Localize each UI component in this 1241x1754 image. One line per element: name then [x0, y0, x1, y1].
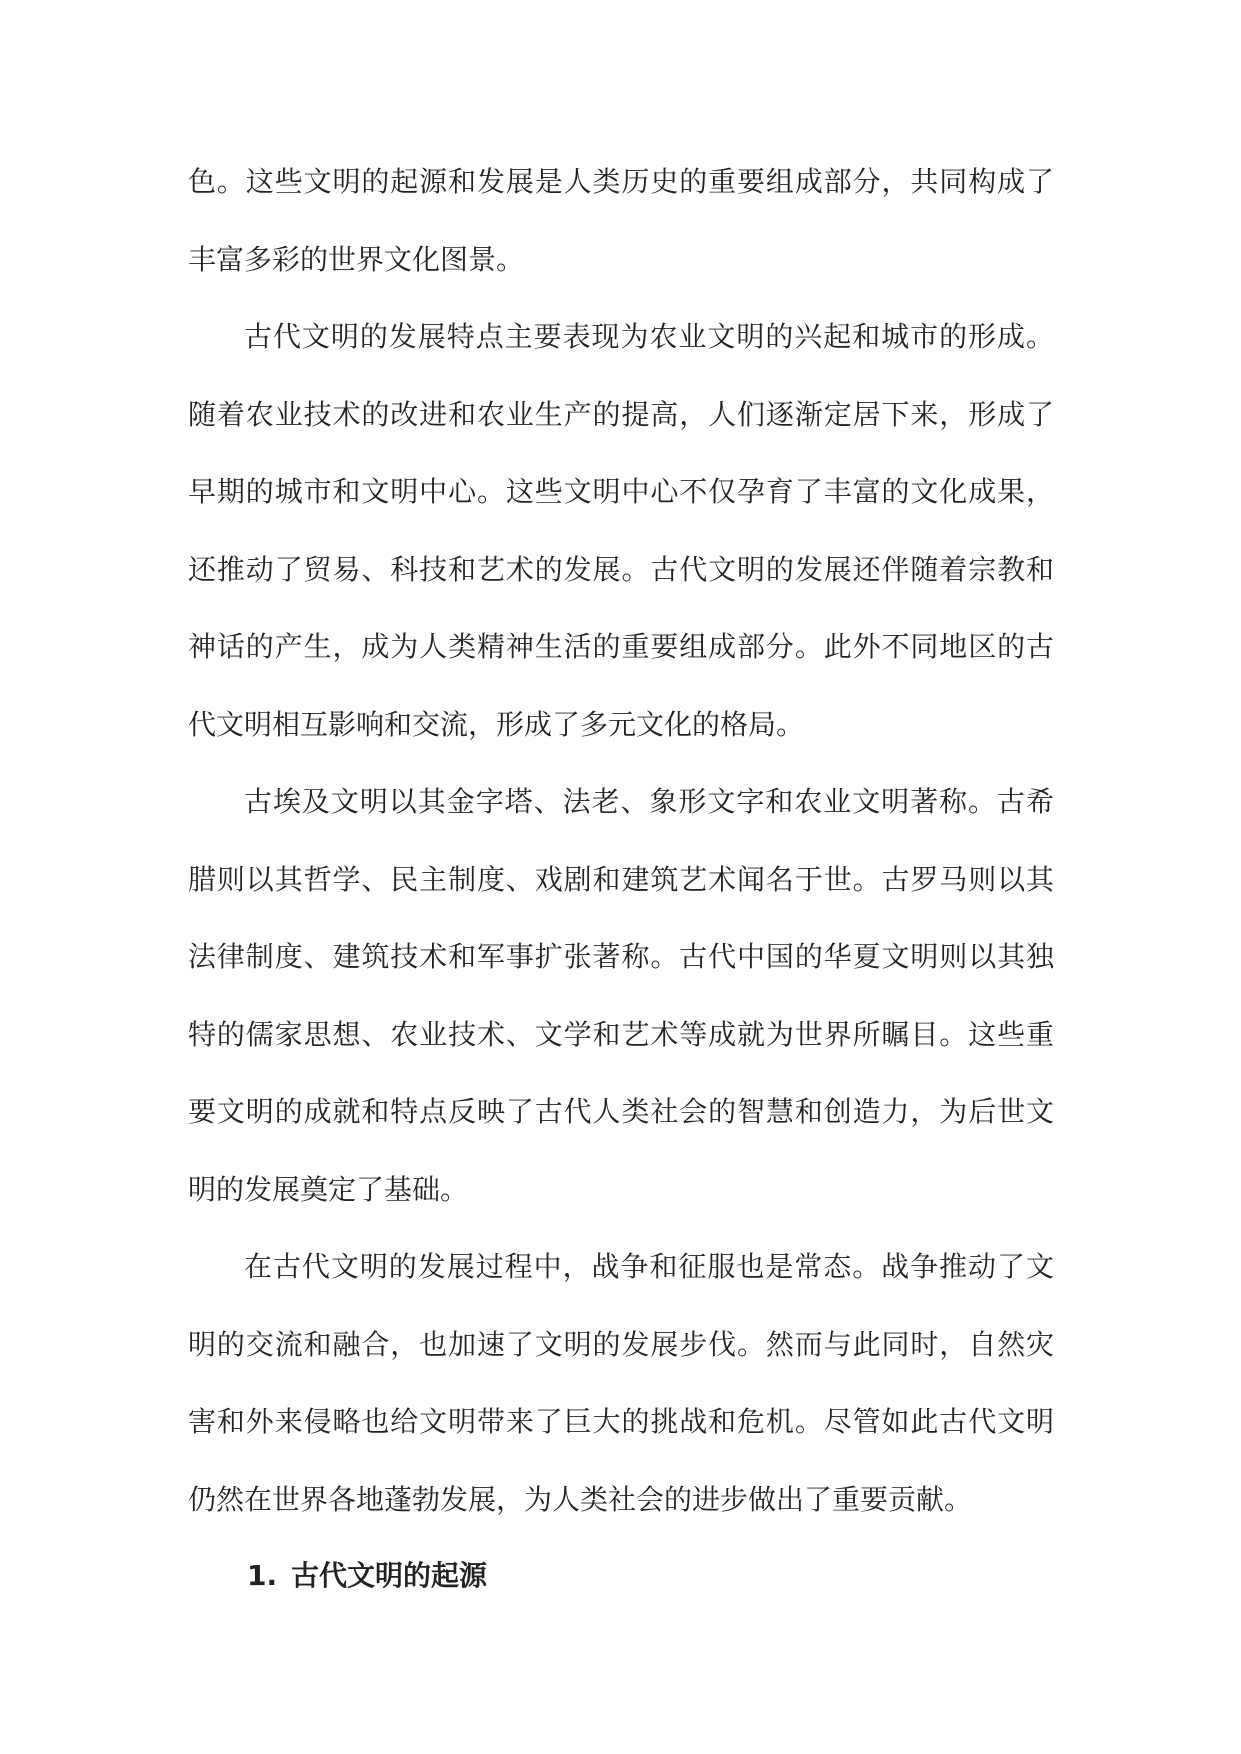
paragraph-major-civilizations: 古埃及文明以其金字塔、法老、象形文字和农业文明著称。古希腊则以其哲学、民主制度、戏剧和建筑艺术闻名于世。古罗马则以其法律制度、建筑技术和军事扩张著称。古代中国的华夏文明则以其独特的儒家思想、农业技术、文学和艺术等成就为世界所瞩目。这些重要文明的成就和特点反映了古代人类社会的智慧和创造力，为后世文明的发展奠定了基础。: [188, 785, 1054, 1206]
section-heading: [247, 1556, 487, 1596]
body-text: [188, 143, 1054, 1538]
section-heading-number: 1.: [247, 1559, 278, 1592]
paragraph-development-features: 古代文明的发展特点主要表现为农业文明的兴起和城市的形成。随着农业技术的改进和农业生产的提高，人们逐渐定居下来，形成了早期的城市和文明中心。这些文明中心不仅孕育了丰富的文化成果，还推动了贸易、科技和艺术的发展。古代文明的发展还伴随着宗教和神话的产生，成为人类精神生活的重要组成部分。此外不同地区的古代文明相互影响和交流，形成了多元文化的格局。: [188, 320, 1054, 741]
section-heading-title: 古代文明的起源: [291, 1559, 488, 1592]
paragraph-continuation: 色。这些文明的起源和发展是人类历史的重要组成部分，共同构成了丰富多彩的世界文化图景。: [188, 165, 1054, 276]
paragraph-war-and-conquest: 在古代文明的发展过程中，战争和征服也是常态。战争推动了文明的交流和融合，也加速了文明的发展步伐。然而与此同时，自然灾害和外来侵略也给文明带来了巨大的挑战和危机。尽管如此古代文明仍然在世界各地蓬勃发展，为人类社会的进步做出了重要贡献。: [188, 1250, 1054, 1516]
